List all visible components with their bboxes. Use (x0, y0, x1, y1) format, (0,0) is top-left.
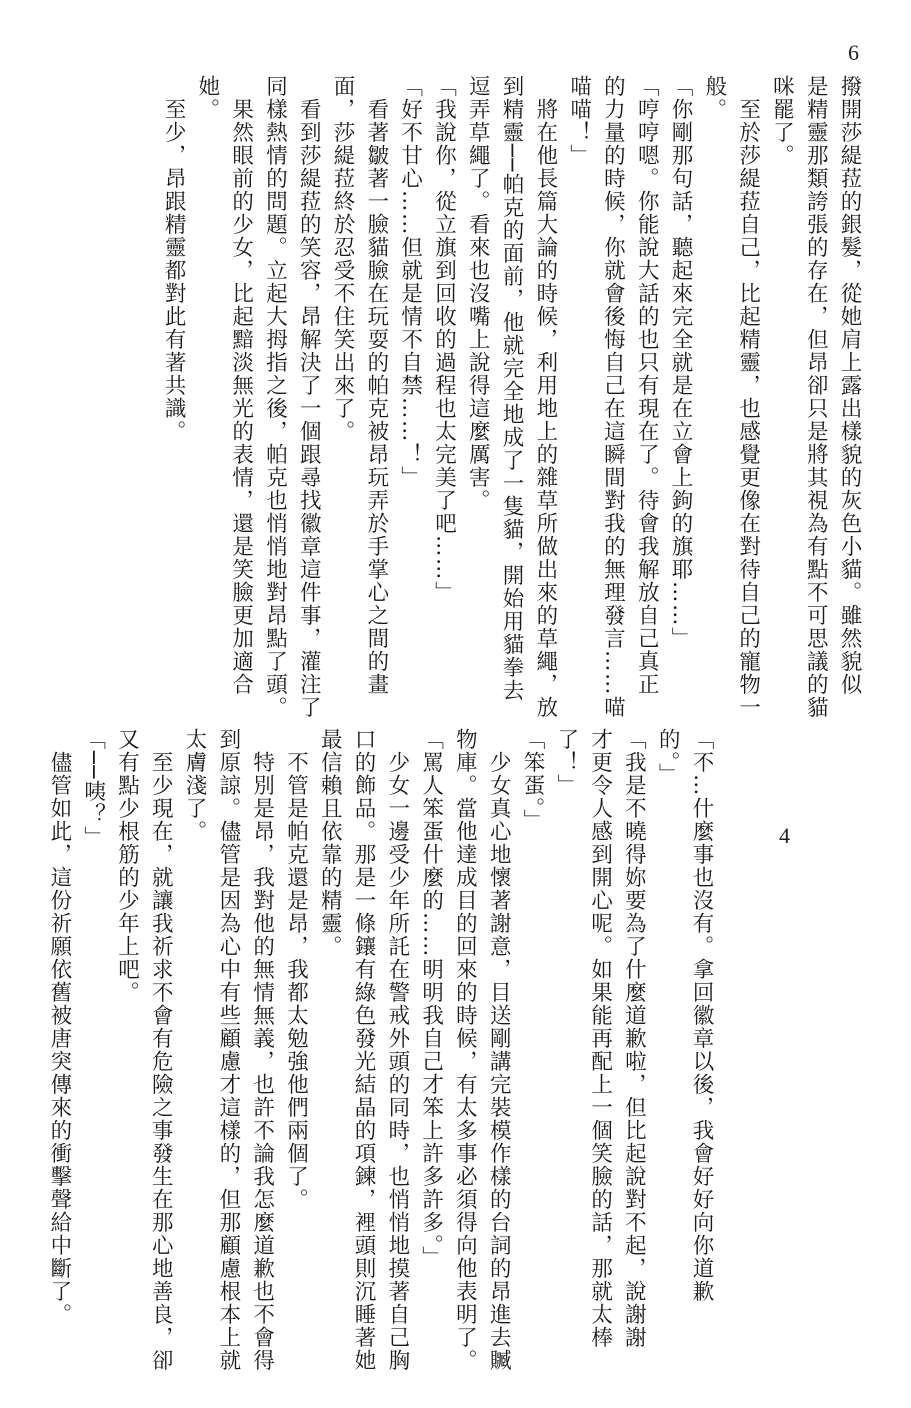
text-line: 少女一邊受少年所託在警戒外頭的同時，也悄悄地摸著自己胸 (384, 728, 410, 1372)
text-line: 看到莎緹菈的笑容，昂解決了一個跟尋找徽章這件事，灌注了 (296, 75, 322, 719)
text-line: 面，莎緹菈終於忍受不住笑出來了。 (330, 75, 356, 443)
text-block-bottom (46, 728, 718, 1372)
text-line: 太膚淺了。 (182, 728, 208, 843)
text-line: 「笨蛋。」 (520, 728, 546, 833)
text-line: 「我是不曉得妳要為了什麼道歉啦，但比起說對不起，說謝謝 (621, 728, 647, 1349)
text-line: 的。」 (655, 728, 681, 787)
text-line: 將在他長篇大論的時候，利用地上的雜草所做出來的草繩，放 (532, 75, 558, 719)
text-line: 口的飾品。那是一條鑲有綠色發光結晶的項鍊，裡頭則沉睡著她 (351, 728, 377, 1372)
text-line: 到精靈──帕克的面前，他就完全地成了一隻貓，開始用貓拳去 (499, 75, 525, 702)
text-line: 儘管如此，這份祈願依舊被唐突傳來的衝擊聲給中斷了。 (46, 728, 72, 1326)
text-line: 至少現在，就讓我祈求不會有危險之事發生在那心地善良，卻 (148, 728, 174, 1372)
text-line: 「罵人笨蛋什麼的……明明我自己才笨上許多許多。」 (418, 728, 444, 1270)
text-line: 般。 (701, 75, 727, 121)
text-line: 不管是帕克還是昂，我都太勉強他們兩個了。 (283, 728, 309, 1211)
text-line: 物庫。當他達成目的回來的時候，有太多事必須得向他表明了。 (452, 728, 478, 1372)
text-line: 才更令人感到開心呢。如果能再配上一個笑臉的話，那就太棒 (587, 728, 613, 1349)
text-line: 咪罷了。 (769, 75, 795, 167)
text-line: 「好不甘心……但就是情不自禁……！」 (397, 75, 423, 489)
text-line: 少女真心地懷著謝意，目送剛講完裝模作樣的台詞的昂進去贓 (486, 728, 512, 1372)
text-line: 至於莎緹菈自己，比起精靈，也感覺更像在對待自己的寵物一 (735, 75, 761, 719)
text-line: 撥開莎緹菈的銀髮，從她肩上露出樣貌的灰色小貓。雖然貌似 (837, 75, 862, 696)
text-line: 同樣熱情的問題。立起大拇指之後，帕克也悄悄地對昂點了頭。 (262, 75, 288, 719)
text-line: 她。 (194, 75, 220, 121)
text-line: 了！」 (553, 728, 579, 797)
text-line: 的力量的時候，你就會後悔自己在這瞬間對我的無理發言……喵 (600, 75, 626, 719)
text-line: 喵喵！」 (566, 75, 592, 167)
text-line: 逗弄草繩了。看來也沒嘴上說得這麼厲害。 (465, 75, 491, 512)
text-line: 看著皺著一臉貓臉在玩耍的帕克被昂玩弄於手掌心之間的畫 (363, 75, 389, 696)
text-line: 最信賴且依靠的精靈。 (317, 728, 343, 958)
text-line: 「不…什麼事也沒有。拿回徽章以後，我會好好向你道歉 (689, 728, 714, 1303)
text-line: 果然眼前的少女，比起黯淡無光的表情，還是笑臉更加適合 (228, 75, 254, 696)
text-line: 「──咦？」 (80, 728, 106, 849)
page-number-top: 6 (848, 40, 859, 65)
text-line: 又有點少根筋的少年上吧。 (114, 728, 140, 1004)
text-line: 「哼哼嗯。你能說大話的也只有現在了。待會我解放自己真正 (634, 75, 660, 696)
text-line: 「你剛那句話，聽起來完全就是在立會上鉤的旗耶……」 (668, 75, 694, 650)
text-line: 「我說你，從立旗到回收的過程也太完美了吧……」 (431, 75, 457, 604)
text-line: 特別是昂，我對他的無情無義，也許不論我怎麼道歉也不會得 (249, 728, 275, 1372)
text-block-top (161, 75, 866, 719)
text-line: 到原諒。儘管是因為心中有些顧慮才這樣的，但那顧慮根本上就 (215, 728, 241, 1372)
text-line: 至少，昂跟精靈都對此有著共識。 (161, 75, 187, 443)
page-number-middle: 4 (779, 823, 790, 848)
text-line: 是精靈那類誇張的存在，但昂卻只是將其視為有點不可思議的貓 (803, 75, 829, 719)
